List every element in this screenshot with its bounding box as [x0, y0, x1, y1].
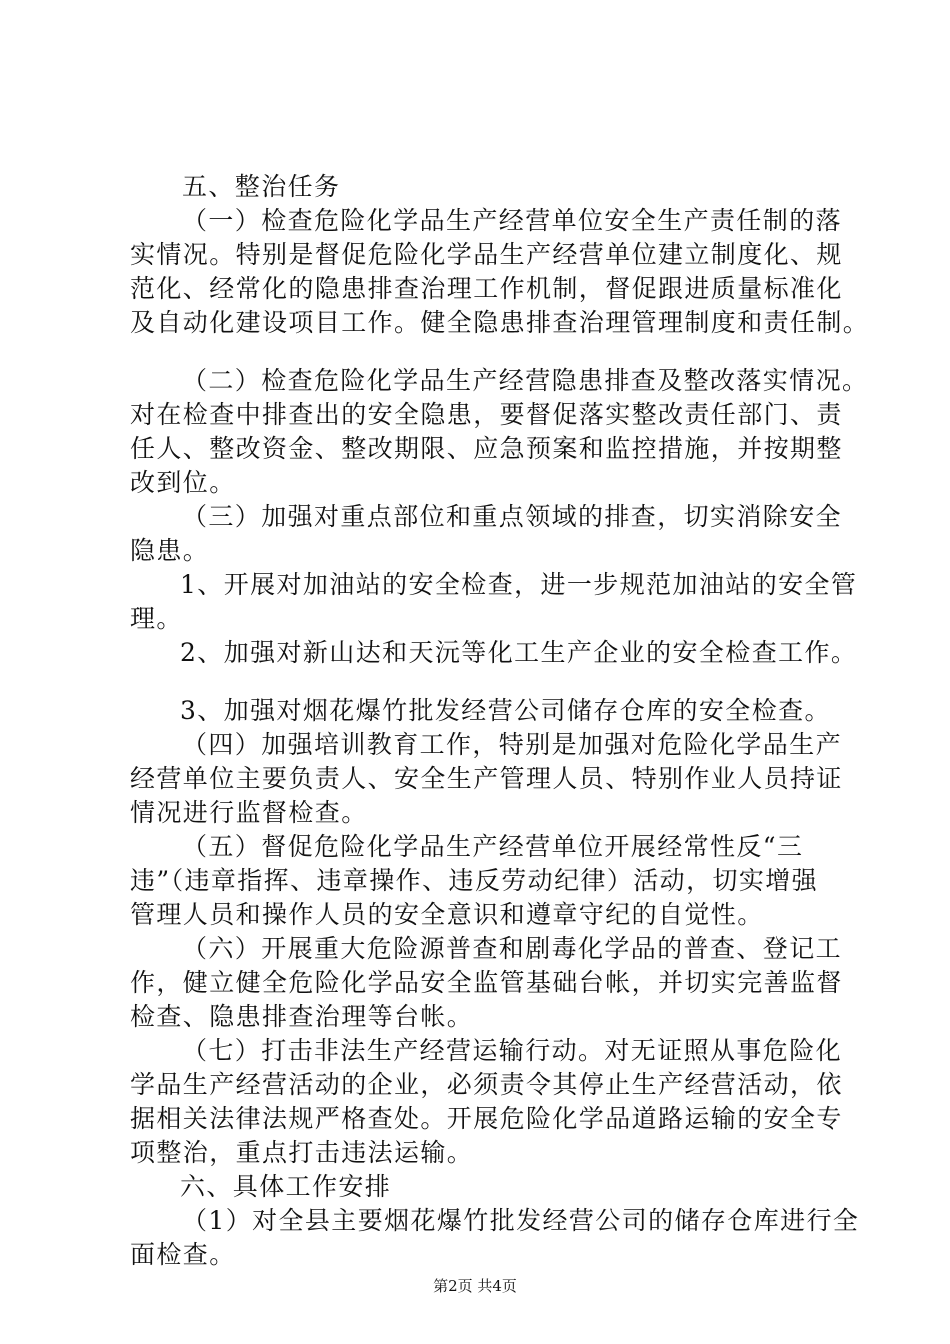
paragraph-line: （五）督促危险化学品生产经营单位开展经常性反“三: [182, 832, 804, 861]
list-item: 2、加强对新山达和天沅等化工生产企业的安全检查工作。: [180, 638, 858, 667]
paragraph-line: （一）检查危险化学品生产经营单位安全生产责任制的落: [182, 206, 843, 235]
paragraph-line: 违”（违章指挥、违章操作、违反劳动纪律）活动，切实增强: [130, 866, 819, 895]
list-item: 3、加强对烟花爆竹批发经营公司储存仓库的安全检查。: [180, 696, 831, 725]
paragraph-line: （1）对全县主要烟花爆竹批发经营公司的储存仓库进行全: [182, 1206, 860, 1235]
paragraph-line: （二）检查危险化学品生产经营隐患排查及整改落实情况。: [182, 366, 869, 395]
paragraph-line: 对在检查中排查出的安全隐患，要督促落实整改责任部门、责: [130, 400, 843, 429]
page-number: 第2页 共4页: [433, 1277, 517, 1295]
paragraph-line: 经营单位主要负责人、安全生产管理人员、特别作业人员持证: [130, 764, 843, 793]
paragraph-line: 作，健立健全危险化学品安全监管基础台帐，并切实完善监督: [130, 968, 843, 997]
paragraph-line: 任人、整改资金、整改期限、应急预案和监控措施，并按期整: [130, 434, 843, 463]
paragraph-line: 检查、隐患排查治理等台帐。: [130, 1002, 474, 1031]
paragraph-line: 学品生产经营活动的企业，必须责令其停止生产经营活动，依: [130, 1070, 843, 1099]
paragraph-line: 隐患。: [130, 536, 210, 565]
list-item: 1、开展对加油站的安全检查，进一步规范加油站的安全管: [180, 570, 858, 599]
paragraph-line: 面检查。: [130, 1240, 236, 1269]
paragraph-line: 及自动化建设项目工作。健全隐患排查治理管理制度和责任制。: [130, 308, 870, 337]
paragraph-line: 理。: [130, 604, 183, 633]
paragraph-line: （四）加强培训教育工作，特别是加强对危险化学品生产: [182, 730, 843, 759]
paragraph-line: 据相关法律法规严格查处。开展危险化学品道路运输的安全专: [130, 1104, 843, 1133]
section-heading: 五、整治任务: [182, 172, 341, 201]
paragraph-line: 范化、经常化的隐患排查治理工作机制，督促跟进质量标准化: [130, 274, 843, 303]
paragraph-line: 管理人员和操作人员的安全意识和遵章守纪的自觉性。: [130, 900, 764, 929]
paragraph-line: 实情况。特别是督促危险化学品生产经营单位建立制度化、规: [130, 240, 843, 269]
paragraph-line: （六）开展重大危险源普查和剧毒化学品的普查、登记工: [182, 934, 843, 963]
paragraph-line: 改到位。: [130, 468, 236, 497]
paragraph-line: （七）打击非法生产经营运输行动。对无证照从事危险化: [182, 1036, 843, 1065]
paragraph-line: 情况进行监督检查。: [130, 798, 368, 827]
section-heading: 六、具体工作安排: [180, 1172, 392, 1201]
paragraph-line: 项整治，重点打击违法运输。: [130, 1138, 474, 1167]
paragraph-line: （三）加强对重点部位和重点领域的排查，切实消除安全: [182, 502, 843, 531]
